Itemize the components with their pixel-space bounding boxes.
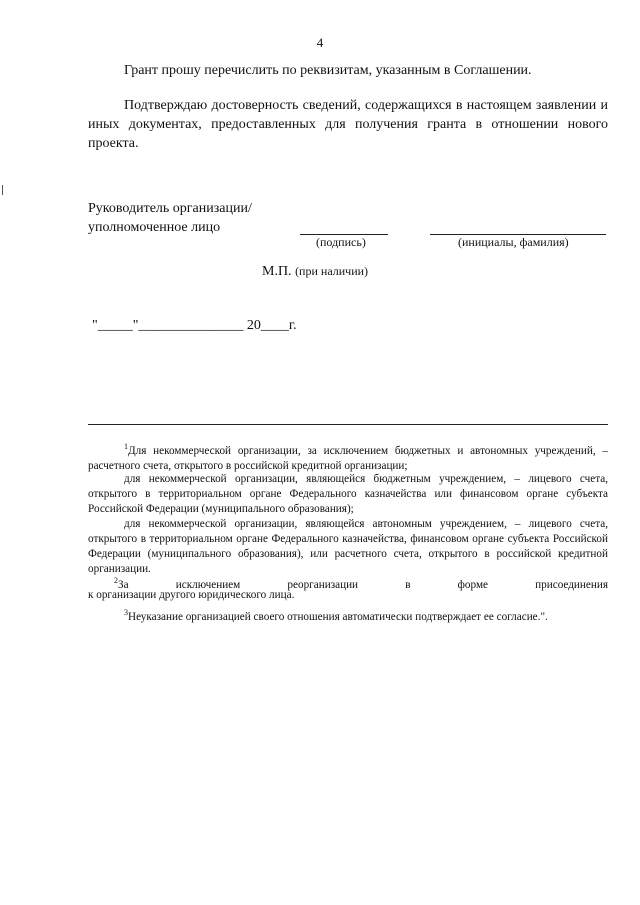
footnote-2-a: $^2$За исключением реорганизации в форме присоединения [114, 576, 608, 591]
grant-transfer-paragraph: Грант прошу перечислить по реквизитам, указанным в Соглашении. [124, 63, 532, 78]
signatory-title-line1: Руководитель организации/ [88, 201, 252, 216]
footnote-3-mark: 3 [124, 608, 128, 617]
name-caption: (инициалы, фамилия) [458, 235, 569, 249]
footnote-2-b: к организации другого юридического лица. [88, 589, 295, 601]
stamp-label [262, 264, 368, 280]
footnote-1-mark: 1 [124, 442, 128, 451]
scan-edge-mark [2, 185, 3, 195]
footnote-2-mark: 2 [114, 576, 118, 585]
footnote-1-c: для некоммерческой организации, являющейся автономным учреждением, – лицевого счета, открытого в территориальном органе Федерального казначейства, финансовом органе субъекта Российской Федерации (муниципального образования), или расчетного счета, открытого в российской кредитной организации. [88, 518, 608, 575]
page-number: 4 [316, 35, 324, 50]
confirmation-paragraph: Подтверждаю достоверность сведений, содержащихся в настоящем заявлении и иных документах, предоставленных для получения гранта в отношении нового проекта. [88, 98, 608, 151]
date-line: "_____"_______________ 20____г. [92, 318, 297, 333]
footnote-1-b: для некоммерческой организации, являющейся бюджетным учреждением, – лицевого счета, открытого в территориальном органе Федерального казначейства или финансовом органе субъекта Российской Федерации (муниципального образования); [88, 473, 608, 515]
footnote-1-a: $^1$Для некоммерческой организации, за исключением бюджетных и автономных учреждений, – расчетного счета, открытого в российской кредитной организации; [88, 442, 608, 472]
footnote-3: $^3$Неуказание организацией своего отношения автоматически подтверждает ее согласие.". [124, 608, 548, 623]
stamp-main: М.П. [262, 264, 292, 279]
signatory-title [88, 199, 252, 237]
footnote-separator [88, 424, 608, 425]
stamp-note: (при наличии) [295, 264, 369, 278]
signature-caption: (подпись) [316, 235, 366, 249]
signatory-title-line2: уполномоченное лицо [88, 220, 221, 235]
